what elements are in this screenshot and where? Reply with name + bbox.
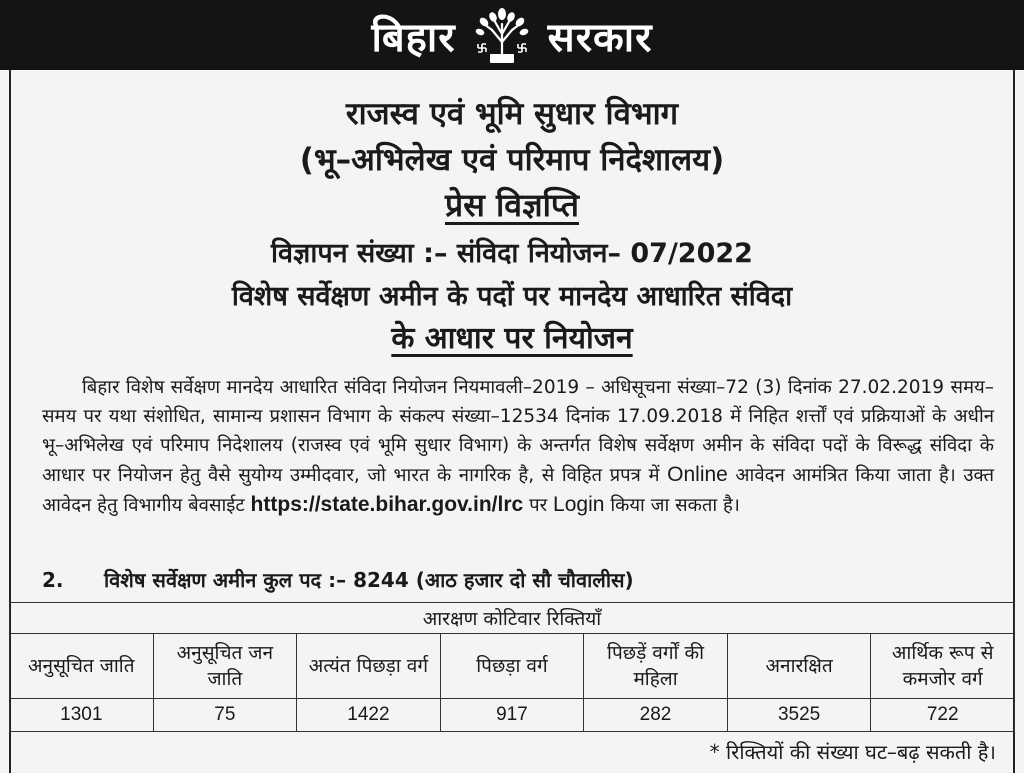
advertisement-number: विज्ञापन संख्या :– संविदा नियोजन– 07/2022 bbox=[271, 238, 753, 269]
table-caption-row bbox=[10, 603, 1015, 634]
column-header: अनुसूचित जन जाति bbox=[153, 634, 297, 699]
table-cell: 3525 bbox=[727, 699, 871, 732]
column-header: अत्यंत पिछड़ा वर्ग bbox=[297, 634, 441, 699]
column-header: अनुसूचित जाति bbox=[10, 634, 154, 699]
table-row bbox=[10, 699, 1015, 732]
column-header: पिछड़ा वर्ग bbox=[440, 634, 584, 699]
total-posts-line bbox=[42, 566, 634, 593]
table-cell: 1422 bbox=[297, 699, 441, 732]
body-text-1: बिहार विशेष सर्वेक्षण मानदेय आधारित संविदा नियोजन नियमावली–2019 – अधिसूचना संख्या–72 (3) दिनांक 27.02.2019 समय–समय पर यथा संशोधित, सामान्य प्रशासन विभाग के संकल्प संख्या–12534 दिनांक 17.09.2018 में निहित शर्त्तों एवं प्रक्रियाओं के अधीन भू–अभिलेख एवं परिमाप निदेशालय (राजस्व एवं भूमि सुधार विभाग) के अन्तर्गत विशेष सर्वेक्षण अमीन के संविदा पदों के विरूद्ध संविदा के आधार पर नियोजन हेतु वैसे सुयोग्य उम्मीदवार, जो भारत के नागरिक है, से विहित प्रपत्र में bbox=[42, 377, 994, 486]
total-posts-text: विशेष सर्वेक्षण अमीन कुल पद :– 8244 (आठ हजार दो सौ चौवालीस) bbox=[104, 568, 634, 592]
body-text-3: पर bbox=[523, 495, 554, 516]
column-header: पिछड़ें वर्गों की महिला bbox=[584, 634, 728, 699]
department-name: राजस्व एवं भूमि सुधार विभाग bbox=[345, 96, 679, 132]
body-paragraph bbox=[42, 373, 994, 520]
reservation-table bbox=[9, 602, 1015, 732]
table-cell: 1301 bbox=[10, 699, 154, 732]
press-release-title: प्रेस विज्ञप्ति bbox=[445, 186, 579, 224]
bodhi-tree-emblem-icon bbox=[472, 4, 532, 66]
website-link[interactable]: https://state.bihar.gov.in/lrc bbox=[250, 493, 524, 516]
table-cell: 722 bbox=[871, 699, 1015, 732]
header-left-word: बिहार bbox=[371, 14, 456, 61]
table-header-row bbox=[10, 634, 1015, 699]
header-right-word: सरकार bbox=[547, 14, 653, 61]
table-cell: 917 bbox=[440, 699, 584, 732]
column-header: अनारक्षित bbox=[727, 634, 871, 699]
column-header: आर्थिक रूप से कमजोर वर्ग bbox=[871, 634, 1015, 699]
table-cell: 75 bbox=[153, 699, 297, 732]
subject-line-2: के आधार पर नियोजन bbox=[391, 321, 633, 356]
table-caption: आरक्षण कोटिवार रिक्तियाँ bbox=[10, 603, 1015, 634]
directorate-name: (भू–अभिलेख एवं परिमाप निदेशालय) bbox=[299, 142, 725, 178]
body-text-4: किया जा सकता है। bbox=[604, 495, 740, 516]
government-header-bar bbox=[0, 0, 1024, 70]
login-word: Login bbox=[553, 493, 605, 516]
online-word: Online bbox=[667, 463, 728, 486]
body-text-2: आवेदन आमंत्रित किया जाता है। उक्त आवेदन हेतु विभागीय बेवसाईट bbox=[42, 465, 994, 516]
table-cell: 282 bbox=[584, 699, 728, 732]
subject-line-1: विशेष सर्वेक्षण अमीन के पदों पर मानदेय आधारित संविदा bbox=[231, 281, 793, 312]
vacancy-footnote: * रिक्तियों की संख्या घट–बढ़ सकती है। bbox=[709, 740, 996, 764]
item-number: 2. bbox=[42, 568, 64, 592]
